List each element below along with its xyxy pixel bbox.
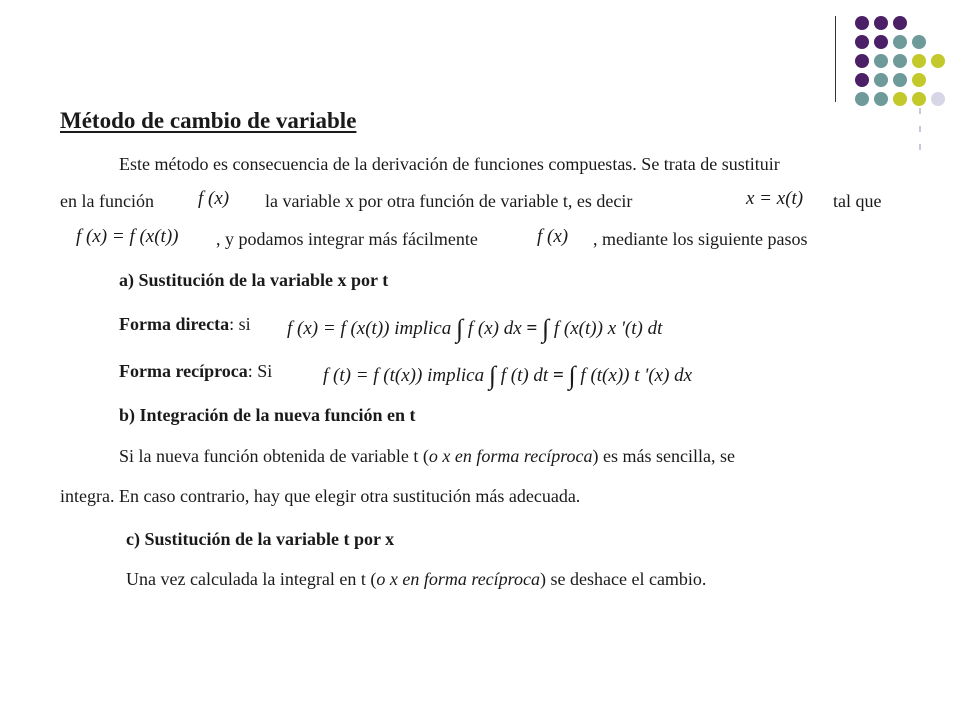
section-b-line-2: integra. En caso contrario, hay que elegir otra sustitución más adecuada.	[60, 486, 581, 506]
reciprocal-form-label: Forma recíproca	[119, 361, 248, 381]
decorative-dot	[912, 54, 926, 68]
formula-integrand: f (x) dx	[467, 318, 522, 339]
decorative-dot	[893, 73, 907, 87]
intro-text: , y podamos integrar más fácilmente	[216, 229, 478, 249]
intro-text: en la función	[60, 191, 154, 211]
intro-text: tal que	[833, 191, 882, 211]
decorative-dot	[893, 16, 907, 30]
reciprocal-form-text: : Si	[247, 361, 273, 381]
decorative-dot	[855, 73, 869, 87]
section-c-line: Una vez calculada la integral en t (o x en forma recíproca) se deshace el cambio.	[126, 569, 707, 589]
formula-integrand: f (t(x)) t '(x) dx	[580, 365, 693, 386]
formula-implica: implica	[394, 318, 452, 339]
decorative-dot	[855, 35, 869, 49]
integral-sign: ∫	[568, 361, 576, 390]
section-b-heading: b) Integración de la nueva función en t	[119, 405, 416, 425]
decorative-dot	[874, 16, 888, 30]
math-fx: f (x)	[198, 188, 230, 209]
decorative-dot	[931, 92, 945, 106]
intro-line-2	[60, 191, 154, 212]
decorative-dot	[893, 54, 907, 68]
math-x-eq-xt: x = x(t)	[746, 188, 804, 209]
reciprocal-form-formula	[323, 358, 692, 388]
math-fx: f (x)	[537, 226, 569, 247]
decorative-dot	[931, 54, 945, 68]
reciprocal-form-line	[119, 361, 272, 382]
section-b-line-1	[119, 446, 893, 467]
direct-form-line	[119, 314, 251, 335]
formula-lhs: f (t) = f (t(x))	[323, 365, 423, 386]
decorative-dot	[874, 73, 888, 87]
decorative-dot	[874, 92, 888, 106]
text-segment: Si la nueva función obtenida de variable t (o x en forma recíproca) es más sencilla, se	[119, 446, 735, 466]
intro-line-1: Este método es consecuencia de la derivación de funciones compuestas. Se trata de sustituir	[119, 154, 780, 174]
decorative-tick	[919, 108, 921, 114]
decorative-dot	[893, 92, 907, 106]
decorative-dot	[912, 73, 926, 87]
decorative-divider	[835, 16, 836, 102]
decorative-tick	[919, 144, 921, 150]
decorative-dot	[912, 92, 926, 106]
formula-lhs: f (x) = f (x(t))	[287, 318, 390, 339]
decorative-dot	[855, 54, 869, 68]
decorative-dot	[855, 16, 869, 30]
equals-sign: =	[526, 318, 538, 339]
intro-text: , mediante los siguiente pasos	[593, 229, 808, 249]
section-c-heading: c) Sustitución de la variable t por x	[126, 529, 395, 549]
decorative-dot	[893, 35, 907, 49]
formula-integrand: f (x(t)) x '(t) dt	[553, 318, 663, 339]
formula-integrand: f (t) dt	[500, 365, 549, 386]
decorative-dot	[855, 92, 869, 106]
decorative-dot	[874, 35, 888, 49]
formula-implica: implica	[427, 365, 485, 386]
direct-form-label: Forma directa	[119, 314, 230, 334]
decorative-dot	[874, 54, 888, 68]
direct-form-text: : si	[229, 314, 251, 334]
section-a-heading: a) Sustitución de la variable x por t	[119, 270, 389, 290]
intro-text: la variable x por otra función de variable t, es decir	[265, 191, 633, 211]
decorative-tick	[919, 126, 921, 132]
direct-form-formula	[287, 311, 662, 341]
integral-sign: ∫	[456, 314, 464, 343]
page-title: Método de cambio de variable	[60, 108, 357, 133]
equals-sign: =	[552, 365, 564, 386]
integral-sign: ∫	[542, 314, 550, 343]
integral-sign: ∫	[488, 361, 496, 390]
math-fx-eq-fxt: f (x) = f (x(t))	[76, 226, 179, 247]
decorative-dot	[912, 35, 926, 49]
